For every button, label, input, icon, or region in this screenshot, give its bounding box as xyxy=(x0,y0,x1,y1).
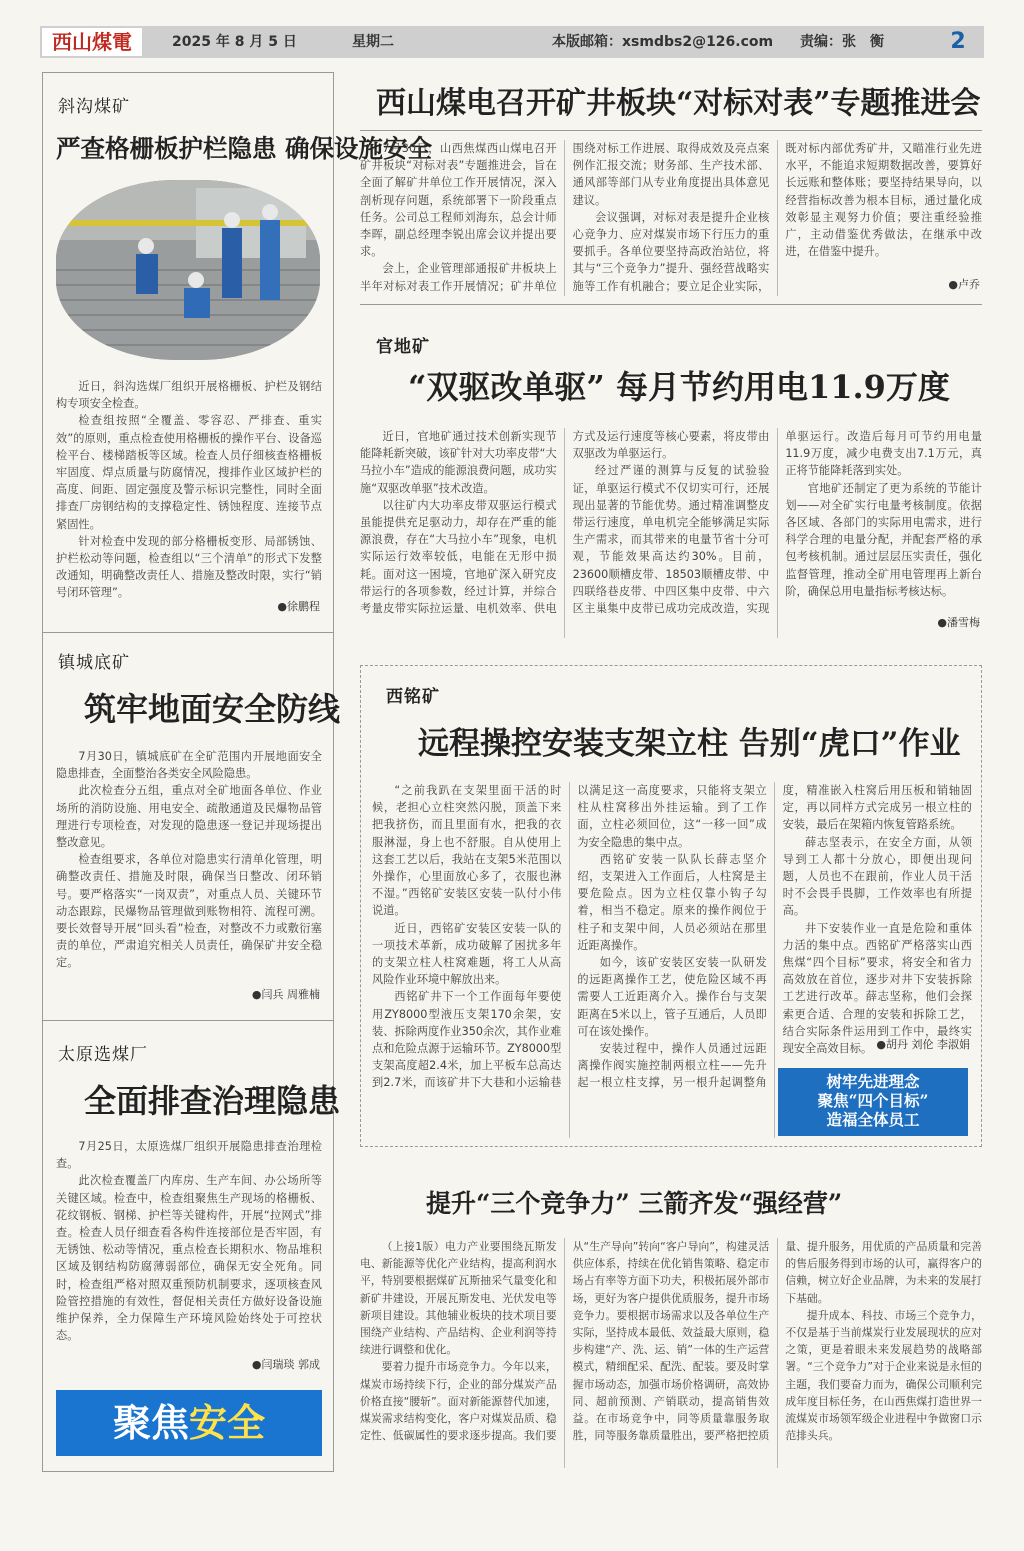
headline-top: 西山煤电召开矿井板块“对标对表”专题推进会 xyxy=(376,86,981,121)
editor-name: 责编：张 衡 xyxy=(800,34,884,50)
article-body-taiyuan xyxy=(56,1138,322,1344)
paragraph: 薛志坚表示，在安全方面，从领导到工人都十分放心，即便出现问题，人员也不在跟前，作业人员干活时不会畏手畏脚，工作效率也有所提高。 xyxy=(782,835,972,918)
paragraph: 7月25日，太原选煤厂组织开展隐患排查治理检查。 xyxy=(56,1140,322,1171)
issue-date: 2025 年 8 月 5 日 xyxy=(172,34,297,50)
paragraph: 近日，斜沟选煤厂组织开展格栅板、护栏及钢结构专项安全检查。 xyxy=(56,380,322,411)
byline-taiyuan: ●闫瑞琰 郭成 xyxy=(251,1358,320,1371)
slogan-line: 造福全体员工 xyxy=(826,1110,920,1129)
article-body-guandi xyxy=(360,428,982,638)
paragraph: 近日，西铭矿安装区安装一队的一项技术革新，成功破解了困扰多年的支架立柱人柱窝难题，将工人从高风险作业环境中解放出来。 xyxy=(372,921,562,987)
paragraph: 官地矿还制定了更为系统的节能计划——对全矿实行电量考核制度。依据各区域、各部门的实际用电需求，进行科学合理的电量分配，并配套严格的承包考核机制。通过层层压实责任，强化监督管理，推动全矿用电管理再上新台阶，确保总用电量指标考核达标。 xyxy=(785,481,982,598)
paragraph: 提升成本、科技、市场三个竞争力，不仅是基于当前煤炭行业发展现状的应对之策，更是着眼未来发展趋势的战略部署。“三个竞争力”对于企业来说是永恒的主题，我们要奋力而为，确保公司顺利完成年度目标任务，在山西焦煤打造世界一流煤炭市场领军级企业进程中争做窗口示范排头兵。 xyxy=(785,1308,982,1443)
paragraph: 会上，企业管理部通报矿井板块上半年对标对表工作开展情况；矿井单位围绕对标工作进展、取得成效及亮点案例作汇报交流；财务部、生产技术部、通风部等部门从专业角度提出具体意见建议。 xyxy=(360,142,770,293)
article-body-top xyxy=(360,140,982,296)
section-label-ximing: 西铭矿 xyxy=(386,687,440,707)
paragraph: 针对检查中发现的部分格栅板变形、局部锈蚀、护栏松动等问题，检查组以“三个清单”的形式下发整改通知，明确整改责任人、措施及整改时限，实行“销号闭环管理”。 xyxy=(56,534,322,600)
editor-email: 本版邮箱：xsmdbs2@126.com xyxy=(552,34,774,50)
byline-top: ●卢乔 xyxy=(948,278,980,291)
page-number: 2 xyxy=(950,29,966,54)
paragraph: 此次检查分五组，重点对全矿地面各单位、作业场所的消防设施、用电安全、疏散通道及民爆物品管理进行专项检查，对发现的隐患逐一登记并现场提出整改意见。 xyxy=(56,784,322,850)
paragraph: 西铭矿安装一队队长薛志坚介绍，支架进入工作面后，人柱窝是主要危险点。因为立柱仅靠小钩子勾着，相当不稳定。原来的操作阀位于柱子和支架中间，人员必须站在那里近距离操作。 xyxy=(577,852,767,952)
focus-safety-banner xyxy=(56,1390,322,1456)
paragraph: 要着力提升市场竞争力。今年以来，煤炭市场持续下行，企业的部分煤炭产品价格直接“腰斩”。面对新能源替代加速，煤炭需求结构变化，客户对煤炭品质、稳定性、低碳属性的要求逐步提高。我们要从“生产导向”转向“客户导向”，构建灵活供应体系，持续在优化销售策略、稳定市场占有率等方面下功夫，积极拓展外部市场，更好为客户提供优质服务，提升市场竞争力。要根据市场需求以及各单位生产实际，坚持成本最低、效益最大原则，稳步构建“产、洗、运、销”一体的生产运营模式，精细配采、配洗、配装。要及时掌握市场动态，加强市场价格调研，高效协同、超前预测、产销联动，提高销售效益。在市场竞争中，同等质量靠服务取胜，同等服务靠质量胜出，要严格把控质量、提升服务，用优质的产品质量和完善的售后服务得到市场的认可，赢得客户的信赖，树立好企业品牌，为未来的发展打下基础。 xyxy=(360,1240,982,1443)
byline-ximing: ●胡丹 刘伦 李淑娟 xyxy=(876,1038,970,1051)
byline-guandi: ●潘雪梅 xyxy=(937,616,980,629)
newspaper-logo: 西山煤電 xyxy=(42,28,142,56)
headline-ximing: 远程操控安装支架立柱 告别“虎口”作业 xyxy=(418,726,961,762)
headline-zhencheng: 筑牢地面安全防线 xyxy=(84,690,341,728)
byline-xiegou: ●徐鹏程 xyxy=(277,600,320,613)
banner-highlight: 安全 xyxy=(189,1401,266,1445)
headline-xiegou: 严查格栅板护栏隐患 确保设施安全 xyxy=(56,134,433,163)
paragraph: 近日，官地矿通过技术创新实现节能降耗新突破，该矿针对大功率皮带“大马拉小车”造成的能源浪费问题，成功实施“双驱改单驱”技术改造。 xyxy=(360,430,557,495)
divider xyxy=(360,304,982,305)
byline-zhencheng: ●闫兵 周雅楠 xyxy=(251,988,320,1001)
workers-inspection-illustration xyxy=(56,180,320,360)
paragraph: 7月30日，山西焦煤西山煤电召开矿井板块“对标对表”专题推进会，旨在全面了解矿井单位工作开展情况，深入剖析现存问题，系统部署下一阶段重点任务。公司总工程师刘海东，总会计师李晖，副总经理李锐出席会议并提出要求。 xyxy=(360,142,557,259)
paragraph: “之前我趴在支架里面干活的时候，老担心立柱突然闪脱，顶盖下来把我挤伤，而且里面有水，把我的衣服淋湿，身上也不舒服。自从使用上这套工艺以后，我站在支架5米范围以外操作，心里面放心多了，衣服也淋不湿。”西铭矿安装区安装一队付小伟说道。 xyxy=(372,784,562,918)
section-label-taiyuan: 太原选煤厂 xyxy=(58,1045,148,1065)
section-label-xiegou: 斜沟煤矿 xyxy=(58,97,130,117)
paragraph: 会议强调，对标对表是提升企业核心竞争力、应对煤炭市场下行压力的重要抓手。各单位要坚持高政治站位，将其与“三个竞争力”提升、强经营战略实施等工作有机融合；要立足企业实际，既对标内部优秀矿井，又瞄准行业先进水平，不能追求短期数据改善，要算好长远账和整体账；要坚持结果导向，以经营指标改善为根本目标，通过量化成效彰显主观努力价值；要注重经验推广，主动借鉴优秀做法，在继承中改进，在借鉴中提升。 xyxy=(572,142,982,293)
section-label-zhencheng: 镇城底矿 xyxy=(58,653,130,673)
headline-taiyuan: 全面排查治理隐患 xyxy=(84,1082,341,1120)
weekday: 星期二 xyxy=(352,34,394,50)
paragraph: （上接1版）电力产业要围绕瓦斯发电、新能源等优化产业结构，提高利润水平，特别要根据煤矿瓦斯抽采气量变化和新矿井建设，开展瓦斯发电、光伏发电等新项目建设。其他辅业板块的技术项目要围绕产业结构、产品结构、企业利润等持续进行调整和优化。 xyxy=(360,1240,557,1357)
slogan-banner xyxy=(778,1068,968,1136)
banner-text: 聚焦 xyxy=(112,1401,189,1445)
slogan-line: 聚焦“四个目标” xyxy=(817,1091,929,1110)
article-body-xiegou xyxy=(56,378,322,602)
paragraph: 以往矿内大功率皮带双驱运行模式虽能提供充足驱动力，却存在严重的能源浪费，存在“大马拉小车”现象，电机实际运行效率较低，电能在无形中损耗。面对这一困境，官地矿深入研究皮带运行的各项参数，经过计算，并综合考量皮带实际拉运量、电机效率、供电方式及运行速度等核心要素，将皮带由双驱改为单驱运行。 xyxy=(360,430,770,616)
article-body-bottom xyxy=(360,1238,982,1468)
headline-guandi: “双驱改单驱” 每月节约用电11.9万度 xyxy=(408,368,950,406)
divider xyxy=(42,632,334,633)
paragraph: 安装过程中，操作人员通过远距离操作阀实施控制两根立柱——先升起一根立柱支撑，另一根升起调整角度，精准嵌入柱窝后用压板和销轴固定，再以同样方式完成另一根立柱的安装，最后在架箱内恢复管路系统。 xyxy=(577,784,972,1090)
article-body-zhencheng xyxy=(56,748,322,972)
paragraph: 检查组要求，各单位对隐患实行清单化管理，明确整改责任、措施及时限，确保当日整改、闭环销号。要严格落实“一岗双责”，对重点人员、关键环节动态跟踪，民爆物品管理做到账物相符、流程可溯。要长效督导开展“回头看”检查，对整改不力或敷衍塞责的单位，严肃追究相关人员责任，确保矿井安全稳定。 xyxy=(56,853,322,970)
headline-bottom: 提升“三个竞争力” 三箭齐发“强经营” xyxy=(426,1189,843,1218)
paragraph: 7月30日，镇城底矿在全矿范围内开展地面安全隐患排查，全面整治各类安全风险隐患。 xyxy=(56,750,322,781)
divider xyxy=(360,130,982,131)
paragraph: 经过严谨的测算与反复的试验验证，单驱运行模式不仅切实可行，还展现出显著的节能优势。通过精准调整皮带运行速度，单电机完全能够满足实际生产需求，而其带来的电量节省十分可观，节能效果高达约30%。目前，23600顺槽皮带、18503顺槽皮带、中四联络巷皮带、中四区集中皮带、中六区主巢集中皮带已成功完成改造，实现单驱运行。改造后每月可节约用电量11.9万度，减少电费支出7.1万元，真正将节能降耗落到实处。 xyxy=(572,430,982,616)
paragraph: 检查组按照“全覆盖、零容忍、严排查、重实效”的原则，重点检查使用格栅板的操作平台、设备巡检平台、楼梯踏板等区域。检查人员仔细核查格栅板牢固度、焊点质量与防腐情况，搜排作业区域护栏的高度、间距、固定强度及警示标识完整性，同时全面排查厂房钢结构的支撑稳定性、锈蚀程度、连接节点紧固性。 xyxy=(56,414,322,531)
paragraph: 如今，该矿安装区安装一队研发的远距离操作工艺，使危险区域不再需要人工近距离介入。操作台与支架距离在5米以上，管子互通后，人员即可在该处操作。 xyxy=(577,956,767,1038)
divider xyxy=(42,1020,334,1021)
paragraph: 井下安装作业一直是危险和重体力活的集中点。西铭矿严格落实山西焦煤“四个目标”要求，将安全和省力高效放在首位，逐步对井下安装拆除工艺进行改革。薛志坚称，他们会探索更合适、合理的安装和拆除工艺，结合实际条件运用到工作中，最终实现安全高效目标。 xyxy=(782,921,972,1056)
inspection-photo xyxy=(56,180,320,360)
paragraph: 西铭矿井下一个工作面每年要使用ZY8000型液压支架170余架，安装、拆除两度作业350余次，其作业难点和危险点源于运输环节。ZY8000型支架高度超2.4米，加上平板车总高达到2.7米，而该矿井下大巷和小运输巷以满足这一高度要求，只能将支架立柱从柱窝移出外挂运输。到了工作面，立柱必须回位，这“一移一回”成为安全隐患的集中点。 xyxy=(372,784,767,1090)
section-label-guandi: 官地矿 xyxy=(376,337,430,357)
slogan-line: 树牢先进理念 xyxy=(826,1072,920,1091)
paragraph: 此次检查覆盖厂内库房、生产车间、办公场所等关键区域。检查中，检查组聚焦生产现场的格栅板、花纹钢板、钢梯、护栏等关键构件，开展“拉网式”排查。检查人员仔细查看各构件连接部位是否牢固，有无锈蚀、松动等情况，重点检查长期积水、物品堆积区域及钢结构防腐薄弱部位，确保无安全死角。同时，检查组严格对照双重预防机制要求，逐项核查风险管控措施的有效性，督促相关责任方做好设备设施维护保养，全力保障生产环境风险始终处于可控状态。 xyxy=(56,1174,322,1343)
